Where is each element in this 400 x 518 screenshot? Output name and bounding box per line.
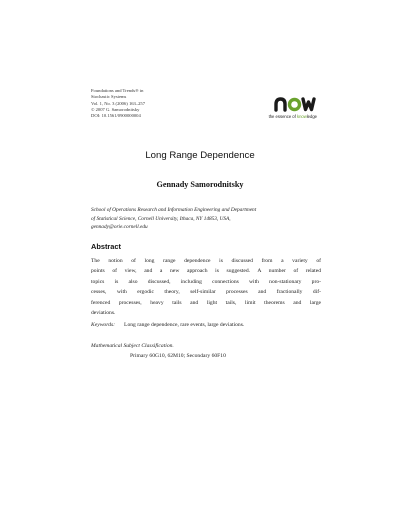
abstract-line: ferenced processes, heavy tails and light tails, limit theorems and large bbox=[91, 299, 321, 306]
keywords-label: Keywords: bbox=[91, 322, 116, 328]
msc-value: Primary 60G10, 62M10; Secondary 60F10 bbox=[130, 353, 226, 359]
journal-line: Foundations and Trends® in bbox=[91, 88, 144, 93]
author-name: Gennady Samorodnitsky bbox=[156, 180, 244, 189]
logo-tagline: the essence of knowledge bbox=[268, 114, 317, 119]
abstract-line: deviations. bbox=[91, 310, 116, 317]
abstract-line: topics is also discussed, including connections with non-stationary pro- bbox=[91, 278, 321, 285]
doi-line: DOI: 10.1561/0900000004 bbox=[91, 113, 141, 119]
author-affiliation bbox=[91, 206, 321, 232]
abstract-heading: Abstract bbox=[91, 242, 121, 251]
keywords bbox=[91, 322, 244, 328]
affiliation-line: School of Operations Research and Information Engineering and Department bbox=[91, 207, 257, 213]
abstract-line: cesses, with ergodic theory, self-similar processes and fractionally dif- bbox=[91, 289, 321, 296]
abstract-line: The notion of long range dependence is discussed from a variety of bbox=[91, 258, 321, 264]
volume-line: Vol. 1, No. 3 (2006) 163–257 bbox=[91, 100, 146, 106]
keywords-value: Long range dependence, rare events, large deviations. bbox=[124, 322, 245, 328]
author-email: gennady@orie.cornell.edu bbox=[91, 224, 148, 230]
now-publishers-logo bbox=[257, 96, 317, 126]
abstract-body bbox=[91, 256, 321, 318]
journal-name: Stochastic Systems bbox=[91, 94, 127, 100]
paper-title: Long Range Dependence bbox=[145, 150, 255, 161]
now-wordmark-icon bbox=[273, 96, 317, 112]
affiliation-line: of Statistical Science, Cornell University, Ithaca, NY 14853, USA, bbox=[91, 215, 231, 222]
abstract-line: points of view, and a new approach is suggested. A number of related bbox=[91, 268, 321, 275]
msc-label: Mathematical Subject Classification. bbox=[91, 343, 174, 349]
copyright-line: © 2007 G. Samorodnitsky bbox=[91, 106, 140, 112]
publication-info bbox=[91, 88, 145, 119]
